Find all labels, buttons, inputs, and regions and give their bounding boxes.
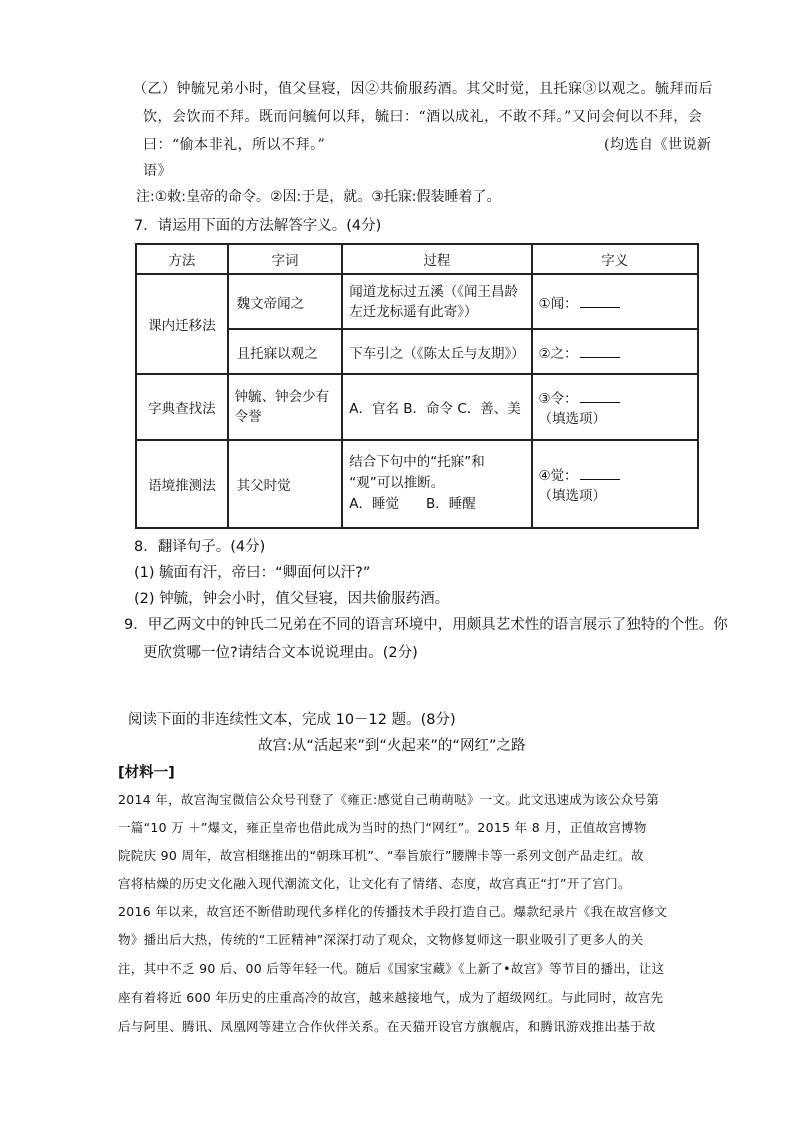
meaning-cell (532, 440, 698, 528)
meaning-cell (532, 274, 698, 329)
method-cell: 字典查找法 (136, 374, 228, 439)
table-row (136, 274, 698, 329)
q9-line-1: 9．甲乙两文中的钟氏二兄弟在不同的语言环境中，用颇具艺术性的语言展示了独特的个性。你 (124, 617, 728, 633)
word-cell: 其父时觉 (228, 440, 343, 528)
meaning-cell (532, 329, 698, 374)
header-meaning: 字义 (532, 244, 698, 274)
passage-b-note: 注:①敕:皇帝的命令。②因:于是，就。③托寐:假装睡着了。 (136, 189, 501, 205)
header-word: 字词 (228, 244, 343, 274)
material-1-p2-line-3: 注，其中不乏 90 后、00 后等年轻一代。随后《国家宝藏》《上新了•故宫》等节目的播出，让这 (118, 961, 665, 976)
process-line: “观”可以推断。 (349, 475, 445, 492)
q8-item-2: (2) 钟毓，钟会小时，值父昼寝，因共偷服药酒。 (134, 591, 450, 607)
material-1-p2-line-4: 座有着将近 600 年历史的庄重高冷的故宫，越来越接地气，成为了超级网红。与此同时，故宫先 (118, 990, 664, 1005)
passage-b-line-3: 曰：“偷本非礼，所以不拜。” (143, 137, 326, 153)
q7-title: 7．请运用下面的方法解答字义。(4分) (134, 218, 382, 234)
word-cell: 且托寐以观之 (228, 329, 343, 374)
word-cell: 钟毓、钟会少有令誉 (228, 374, 343, 439)
reading-intro: 阅读下面的非连续性文本，完成 10－12 题。(8分) (128, 712, 456, 728)
meaning-cell (532, 374, 698, 439)
reading-title: 故宫:从“活起来”到“火起来”的“网红”之路 (258, 738, 526, 754)
fill-hint: （填选项） (538, 487, 607, 504)
process-cell: 闻道龙标过五溪（《闻王昌龄左迁龙标遥有此寄》） (342, 274, 531, 329)
answer-blank[interactable] (580, 345, 620, 358)
method-cell: 语境推测法 (136, 440, 228, 528)
table-row (136, 440, 698, 528)
meaning-label: ③令： (538, 391, 578, 408)
passage-b-source-cont: 语》 (143, 163, 172, 179)
process-cell: 下车引之（《陈太丘与友期》） (342, 329, 531, 374)
material-1-p1-line-4: 宫将枯燥的历史文化融入现代潮流文化，让文化有了情绪、态度，故宫真正“打”开了宫门。 (118, 876, 631, 891)
passage-b-line-1: （乙）钟毓兄弟小时，值父昼寝，因②共偷服药酒。其父时觉，且托寐③以观之。毓拜而后 (133, 81, 713, 97)
material-1-p2-line-5: 后与阿里、腾讯、凤凰网等建立合作伙伴关系。在天猫开设官方旗舰店，和腾讯游戏推出基于故 (118, 1019, 656, 1034)
process-line: A．睡觉 B．睡醒 (349, 496, 476, 513)
table-row (136, 374, 698, 439)
header-method: 方法 (136, 244, 228, 274)
meaning-label: ①闻： (538, 295, 578, 312)
material-1-p1-line-3: 院院庆 90 周年，故宫相继推出的“朝珠耳机”、“奉旨旅行”腰牌卡等一系列文创产品走红。故 (118, 848, 644, 863)
material-1-p1-line-2: 一篇“10 万 ＋”爆文，雍正皇帝也借此成为当时的热门“网红”。2015 年 8 月，正值故宫博物 (118, 820, 647, 835)
process-cell: A．官名 B．命令 C．善、美 (342, 374, 531, 439)
q9-line-2: 更欣赏哪一位?请结合文本说说理由。(2分) (143, 645, 418, 661)
material-1-p2-line-1: 2016 年以来，故宫还不断借助现代多样化的传播技术手段打造自己。爆款纪录片《我在故宫修文 (118, 904, 668, 919)
q7-table (135, 243, 699, 529)
material-1-p2-line-2: 物》播出后大热，传统的“工匠精神”深深打动了观众，文物修复师这一职业吸引了更多人的关 (118, 932, 644, 947)
answer-blank[interactable] (580, 390, 620, 403)
answer-blank[interactable] (580, 467, 620, 480)
material-1-label: [材料一] (118, 765, 175, 781)
passage-b-source: (均选自《世说新 (604, 137, 712, 153)
passage-b-line-2: 饮，会饮而不拜。既而问毓何以拜，毓曰：“酒以成礼，不敢不拜。”又问会何以不拜，会 (143, 109, 703, 125)
meaning-label: ④觉： (538, 467, 578, 484)
material-1-p1-line-1: 2014 年，故宫淘宝微信公众号刊登了《雍正:感觉自己萌萌哒》一文。此文迅速成为该公众号第 (118, 792, 659, 807)
word-cell: 魏文帝闻之 (228, 274, 343, 329)
header-process: 过程 (342, 244, 531, 274)
process-line: 结合下句中的“托寐”和 (349, 454, 485, 471)
process-cell (342, 440, 531, 528)
table-header-row (136, 244, 698, 274)
meaning-label: ②之： (538, 345, 578, 362)
method-cell: 课内迁移法 (136, 274, 228, 374)
q8-item-1: (1) 毓面有汗，帝曰：“卿面何以汗?” (134, 565, 371, 581)
q8-title: 8．翻译句子。(4分) (134, 539, 266, 555)
fill-hint: （填选项） (538, 411, 607, 428)
answer-blank[interactable] (580, 295, 620, 308)
